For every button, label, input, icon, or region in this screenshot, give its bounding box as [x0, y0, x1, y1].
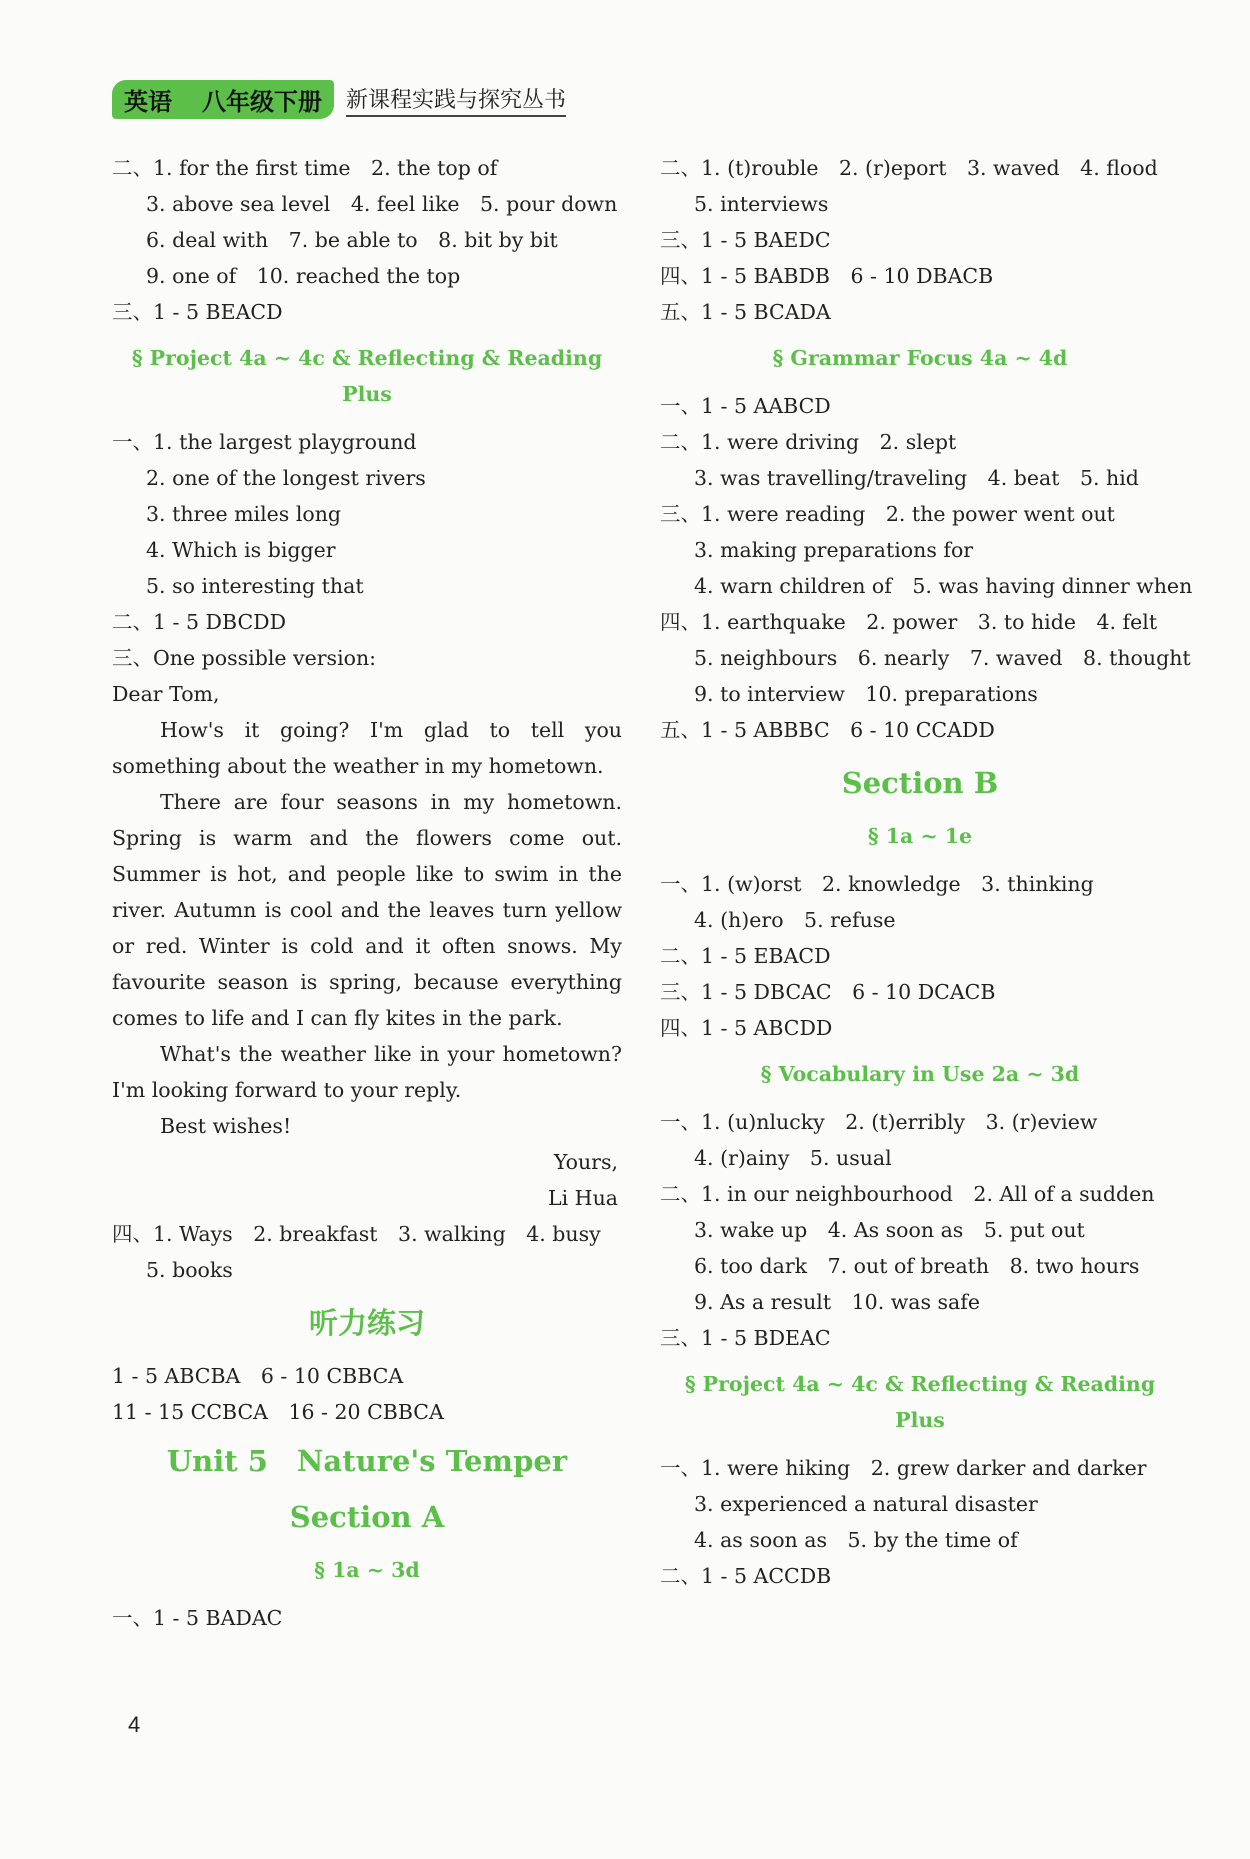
- answer-line: 一、1. were hiking 2. grew darker and darker: [660, 1456, 1147, 1480]
- left-column: [112, 150, 622, 1636]
- answer-line: 四、1 - 5 ABCDD: [660, 1016, 833, 1040]
- answer-line: 5. interviews: [694, 192, 829, 216]
- answer-line: 6. deal with 7. be able to 8. bit by bit: [146, 228, 558, 252]
- answer-line: 一、1. (w)orst 2. knowledge 3. thinking: [660, 872, 1094, 896]
- answer-line: 11 - 15 CCBCA 16 - 20 CBBCA: [112, 1400, 444, 1424]
- answer-line: 4. Which is bigger: [146, 538, 336, 562]
- answer-line: 二、1. in our neighbourhood 2. All of a sudden: [660, 1182, 1155, 1206]
- answer-line: 二、1. (t)rouble 2. (r)eport 3. waved 4. flood: [660, 156, 1158, 180]
- section-title: Section B: [841, 766, 999, 800]
- answer-line: 三、1 - 5 BEACD: [112, 300, 283, 324]
- letter-paragraph: There are four seasons in my hometown. Spring is warm and the flowers come out. Summer is hot, and people like to swim in the river. Autumn is cool and the leaves turn yellow or red. Winter is cold and it often snows. My favourite season is spring, because everything comes to life and I can fly kites in the park.: [112, 790, 622, 1030]
- section-heading: § 1a ~ 3d: [314, 1558, 420, 1582]
- section-heading: § Project 4a ~ 4c & Reflecting & Reading Plus: [131, 346, 603, 406]
- answer-line: 五、1 - 5 ABBBC 6 - 10 CCADD: [660, 718, 995, 742]
- letter-greeting: Dear Tom,: [112, 682, 220, 706]
- answer-line: 二、1 - 5 DBCDD: [112, 610, 286, 634]
- page-number: 4: [128, 1712, 141, 1737]
- answer-line: 9. As a result 10. was safe: [694, 1290, 980, 1314]
- header-tag: [112, 80, 334, 119]
- answer-line: 二、1. were driving 2. slept: [660, 430, 957, 454]
- answer-line: 3. three miles long: [146, 502, 342, 526]
- answer-line: 5. neighbours 6. nearly 7. waved 8. thought: [694, 646, 1191, 670]
- answer-line: 五、1 - 5 BCADA: [660, 300, 831, 324]
- answer-line: 三、One possible version:: [112, 646, 377, 670]
- answer-line: 一、1 - 5 BADAC: [112, 1606, 283, 1630]
- answer-line: 一、1. (u)nlucky 2. (t)erribly 3. (r)eview: [660, 1110, 1098, 1134]
- right-column: [660, 150, 1193, 1594]
- answer-line: 4. as soon as 5. by the time of: [694, 1528, 1018, 1552]
- answer-line: 二、1. for the first time 2. the top of: [112, 156, 498, 180]
- sample-letter: [112, 676, 622, 1216]
- answer-line: 5. so interesting that: [146, 574, 364, 598]
- answer-line: 1 - 5 ABCBA 6 - 10 CBBCA: [112, 1364, 404, 1388]
- answer-line: 一、1. the largest playground: [112, 430, 417, 454]
- answer-line: 4. warn children of 5. was having dinner when: [694, 574, 1193, 598]
- answer-line: 3. making preparations for: [694, 538, 974, 562]
- answer-line: 一、1 - 5 AABCD: [660, 394, 831, 418]
- header-series: 新课程实践与探究丛书: [346, 83, 566, 117]
- answer-line: 二、1 - 5 ACCDB: [660, 1564, 832, 1588]
- answer-line: 四、1 - 5 BABDB 6 - 10 DBACB: [660, 264, 994, 288]
- section-heading: § Vocabulary in Use 2a ~ 3d: [760, 1062, 1080, 1086]
- letter-closing: Yours,: [553, 1150, 618, 1174]
- answer-line: 二、1 - 5 EBACD: [660, 944, 831, 968]
- letter-signature: Li Hua: [548, 1186, 618, 1210]
- answer-line: 三、1 - 5 BDEAC: [660, 1326, 831, 1350]
- answer-line: 四、1. earthquake 2. power 3. to hide 4. felt: [660, 610, 1158, 634]
- section-heading: § Project 4a ~ 4c & Reflecting & Reading Plus: [684, 1372, 1156, 1432]
- unit-title: Unit 5 Nature's Temper: [166, 1444, 568, 1478]
- header-grade: 八年级下册: [202, 88, 322, 116]
- answer-line: 三、1 - 5 BAEDC: [660, 228, 831, 252]
- answer-line: 5. books: [146, 1258, 233, 1282]
- answer-line: 三、1. were reading 2. the power went out: [660, 502, 1115, 526]
- answer-line: 四、1. Ways 2. breakfast 3. walking 4. busy: [112, 1222, 601, 1246]
- section-title: Section A: [289, 1500, 445, 1534]
- answer-line: 3. wake up 4. As soon as 5. put out: [694, 1218, 1085, 1242]
- section-heading: § 1a ~ 1e: [867, 824, 973, 848]
- answer-line: 三、1 - 5 DBCAC 6 - 10 DCACB: [660, 980, 996, 1004]
- answer-line: 4. (r)ainy 5. usual: [694, 1146, 892, 1170]
- answer-line: 9. to interview 10. preparations: [694, 682, 1038, 706]
- header-subject: 英语: [124, 88, 172, 116]
- answer-line: 4. (h)ero 5. refuse: [694, 908, 896, 932]
- letter-paragraph: How's it going? I'm glad to tell you something about the weather in my hometown.: [112, 718, 622, 778]
- section-heading: § Grammar Focus 4a ~ 4d: [772, 346, 1068, 370]
- answer-line: 2. one of the longest rivers: [146, 466, 426, 490]
- answer-line: 3. above sea level 4. feel like 5. pour down: [146, 192, 618, 216]
- answer-line: 9. one of 10. reached the top: [146, 264, 461, 288]
- letter-paragraph: Best wishes!: [160, 1114, 292, 1138]
- answer-line: 6. too dark 7. out of breath 8. two hours: [694, 1254, 1140, 1278]
- letter-paragraph: What's the weather like in your hometown? I'm looking forward to your reply.: [112, 1042, 622, 1102]
- page-header: [112, 80, 566, 119]
- answer-line: 3. experienced a natural disaster: [694, 1492, 1038, 1516]
- answer-line: 3. was travelling/traveling 4. beat 5. hid: [694, 466, 1139, 490]
- listening-heading: 听力练习: [308, 1306, 425, 1340]
